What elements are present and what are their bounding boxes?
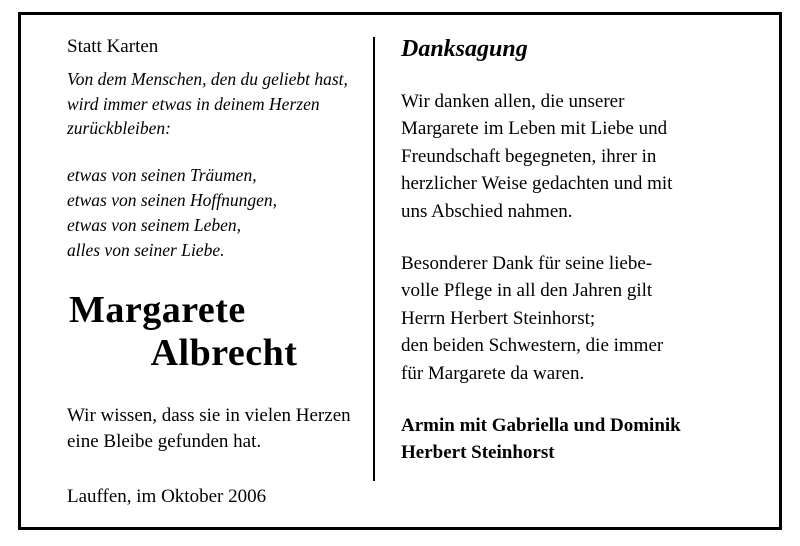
signature-block: [401, 413, 753, 466]
thanks-line: Wir danken allen, die unserer: [401, 90, 625, 112]
poem-line: etwas von seinem Leben,: [67, 214, 241, 235]
thanks-line: Margarete im Leben mit Liebe und: [401, 118, 668, 140]
deceased-first-name: Margarete: [69, 288, 246, 331]
thanks-paragraph-2: [401, 250, 753, 388]
thanks-line: Herrn Herbert Steinhorst;: [401, 307, 596, 329]
thanks-paragraph-1: [401, 88, 753, 226]
closing-text: [67, 403, 355, 454]
poem-line: etwas von seinen Träumen,: [67, 165, 257, 186]
deceased-name: [67, 289, 355, 376]
poem-line: Von dem Menschen, den du geliebt hast,: [67, 68, 348, 89]
poem-line: alles von seiner Liebe.: [67, 239, 225, 260]
notice-border-frame: [18, 12, 782, 530]
deceased-last-name: Albrecht: [150, 331, 298, 374]
poem-line: wird immer etwas in deinem Herzen: [67, 93, 320, 114]
thanks-line: uns Abschied nahmen.: [401, 200, 573, 222]
thanks-line: volle Pflege in all den Jahren gilt: [401, 280, 653, 302]
poem-block-2: [67, 163, 355, 262]
thanks-line: den beiden Schwestern, die immer: [401, 335, 664, 357]
place-and-date: Lauffen, im Oktober 2006: [67, 485, 267, 507]
poem-line: etwas von seinen Hoffnungen,: [67, 190, 277, 211]
danksagung-heading: Danksagung: [401, 36, 528, 62]
right-column: [375, 15, 779, 527]
thanks-line: herzlicher Weise gedachten und mit: [401, 173, 673, 195]
left-column: [21, 15, 373, 527]
signature-line: Herbert Steinhorst: [401, 441, 555, 463]
statt-karten-heading: Statt Karten: [67, 36, 159, 57]
closing-line: Wir wissen, dass sie in vielen Herzen: [67, 405, 351, 427]
notice-content: [21, 15, 779, 527]
poem-line: zurückbleiben:: [67, 118, 171, 139]
thanks-line: Freundschaft begegneten, ihrer in: [401, 145, 657, 167]
thanks-line: Besonderer Dank für seine liebe-: [401, 252, 653, 274]
signature-line: Armin mit Gabriella und Dominik: [401, 415, 681, 437]
thanks-line: für Margarete da waren.: [401, 362, 585, 384]
closing-line: eine Bleibe gefunden hat.: [67, 430, 262, 452]
poem-block-1: [67, 67, 355, 142]
